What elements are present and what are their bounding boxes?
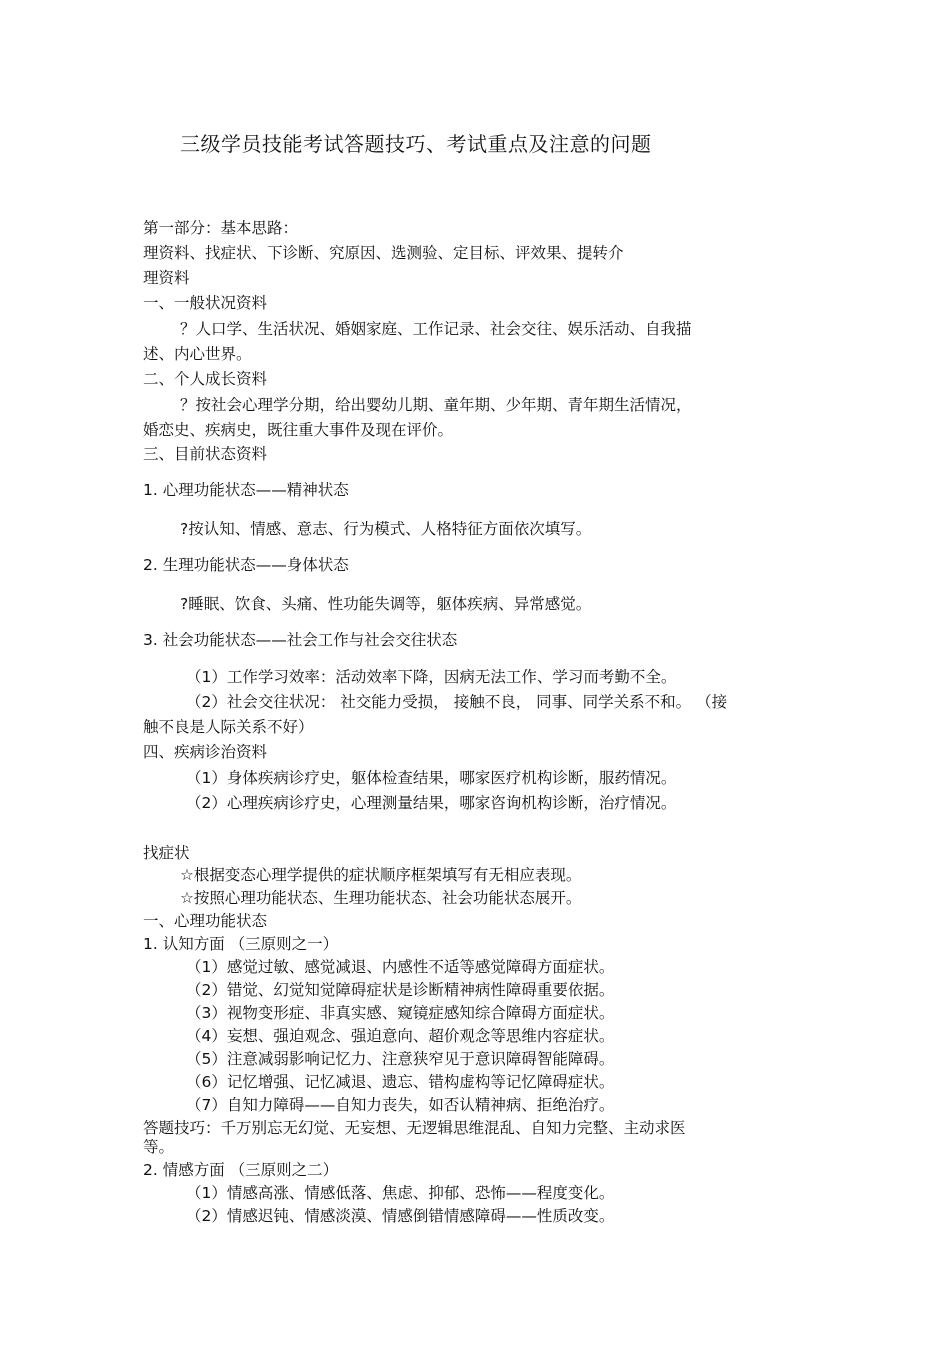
section3-item1-detail: ?按认知、情感、意志、行为模式、人格特征方面依次填写。 <box>180 520 592 538</box>
section2-heading: 二、个人成长资料 <box>143 370 268 388</box>
cognition-item: （4）妄想、强迫观念、强迫意向、超价观念等思维内容症状。 <box>186 1027 615 1045</box>
cognition-item: （3）视物变形症、非真实感、窥镜症感知综合障碍方面症状。 <box>186 1004 615 1022</box>
emotion-item: （2）情感迟钝、情感淡漠、情感倒错情感障碍——性质改变。 <box>186 1207 615 1225</box>
section4-line2: （2）心理疾病诊疗史，心理测量结果，哪家咨询机构诊断，治疗情况。 <box>186 794 677 812</box>
section1-line2: 述、内心世界。 <box>143 345 252 363</box>
cognition-item: （2）错觉、幻觉知觉障碍症状是诊断精神病性障碍重要依据。 <box>186 981 615 999</box>
part1-steps: 理资料、找症状、下诊断、究原因、选测验、定目标、评效果、提转介 <box>143 244 624 262</box>
cognition-item: （5）注意减弱影响记忆力、注意狭窄见于意识障碍智能障碍。 <box>186 1050 615 1068</box>
cognition-item: （1）感觉过敏、感觉减退、内感性不适等感觉障碍方面症状。 <box>186 958 615 976</box>
section3-item3: 3. 社会功能状态——社会工作与社会交往状态 <box>143 631 458 649</box>
cognition-item: （7）自知力障碍——自知力丧失，如否认精神病、拒绝治疗。 <box>186 1096 615 1114</box>
symptoms-heading: 找症状 <box>143 844 190 862</box>
cognition-heading: 1. 认知方面 （三原则之一） <box>143 935 339 953</box>
section3-item3-a: （1）工作学习效率：活动效率下降，因病无法工作、学习而考勤不全。 <box>186 668 677 686</box>
symptoms-sub1: 一、心理功能状态 <box>143 912 268 930</box>
section3-item3-b1: （2）社会交往状况： 社交能力受损， 接触不良， 同事、同学关系不和。 （接 <box>186 693 728 711</box>
section2-line1: ？按社会心理学分期，给出婴幼儿期、童年期、少年期、青年期生活情况， <box>180 396 692 414</box>
section3-item2: 2. 生理功能状态——身体状态 <box>143 556 349 574</box>
page-title: 三级学员技能考试答题技巧、考试重点及注意的问题 <box>180 132 652 156</box>
section4-line1: （1）身体疾病诊疗史，躯体检查结果，哪家医疗机构诊断，服药情况。 <box>186 769 677 787</box>
answer-tip-line2: 等。 <box>143 1138 175 1156</box>
section4-heading: 四、疾病诊治资料 <box>143 743 268 761</box>
emotion-item: （1）情感高涨、情感低落、焦虑、抑郁、恐怖——程度变化。 <box>186 1184 615 1202</box>
symptoms-star2: ☆按照心理功能状态、生理功能状态、社会功能状态展开。 <box>180 889 582 907</box>
section1-line1: ？人口学、生活状况、婚姻家庭、工作记录、社会交往、娱乐活动、自我描 <box>180 320 692 338</box>
section2-line2: 婚恋史、疾病史，既往重大事件及现在评价。 <box>143 421 454 439</box>
answer-tip-line1: 答题技巧：千万别忘无幻觉、无妄想、无逻辑思维混乱、自知力完整、主动求医 <box>143 1119 686 1137</box>
symptoms-star1: ☆根据变态心理学提供的症状顺序框架填写有无相应表现。 <box>180 866 582 884</box>
section3-item1: 1. 心理功能状态——精神状态 <box>143 481 349 499</box>
section3-item3-b2: 触不良是人际关系不好） <box>143 718 314 736</box>
part1-sub: 理资料 <box>143 269 190 287</box>
part1-heading: 第一部分：基本思路： <box>143 219 299 237</box>
section1-heading: 一、一般状况资料 <box>143 294 268 312</box>
cognition-item: （6）记忆增强、记忆减退、遗忘、错构虚构等记忆障碍症状。 <box>186 1073 615 1091</box>
section3-heading: 三、目前状态资料 <box>143 445 268 463</box>
section3-item2-detail: ?睡眠、饮食、头痛、性功能失调等，躯体疾病、异常感觉。 <box>180 595 592 613</box>
emotion-heading: 2. 情感方面 （三原则之二） <box>143 1161 339 1179</box>
